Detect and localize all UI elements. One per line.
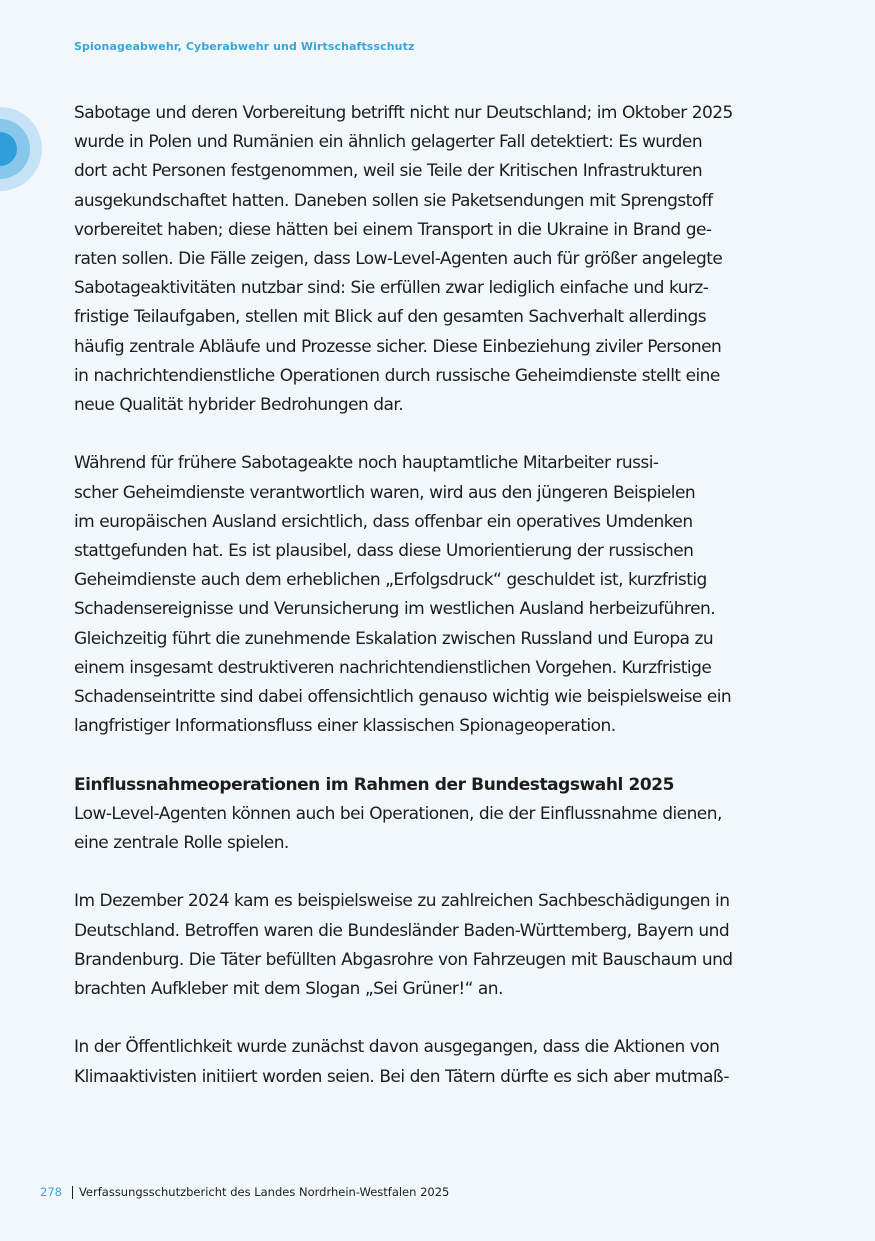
text-line: Klimaaktivisten initiiert worden seien. Bei den Tätern dürfte es sich aber mutmaß- <box>74 1066 729 1087</box>
text-line: stattgefunden hat. Es ist plausibel, dass diese Umorientierung der russischen <box>74 541 694 562</box>
paragraph-sabotage <box>74 99 802 420</box>
section-heading: Einflussnahmeoperationen im Rahmen der Bundestagswahl 2025 <box>74 774 675 795</box>
text-line: in nachrichtendienstliche Operationen durch russische Geheimdienste stellt eine <box>74 365 720 386</box>
paragraph-einflussnahme <box>74 800 802 858</box>
paragraph-spacer <box>74 858 802 887</box>
text-line: Schadenseintritte sind dabei offensichtlich genauso wichtig wie beispielsweise ein <box>74 687 732 708</box>
text-line: Gleichzeitig führt die zunehmende Eskalation zwischen Russland und Europa zu <box>74 628 714 649</box>
paragraph-oeffentlichkeit <box>74 1033 802 1091</box>
text-line: Geheimdienste auch dem erheblichen „Erfolgsdruck“ geschuldet ist, kurzfristig <box>74 570 707 591</box>
running-header: Spionageabwehr, Cyberabwehr und Wirtschaftsschutz <box>74 40 415 53</box>
paragraph-spacer <box>74 1004 802 1033</box>
page-number: 278 <box>40 1185 62 1199</box>
text-line: Schadensereignisse und Verunsicherung im westlichen Ausland herbeizuführen. <box>74 599 716 620</box>
text-line: scher Geheimdienste verantwortlich waren, wird aus den jüngeren Beispielen <box>74 482 696 503</box>
text-line: neue Qualität hybrider Bedrohungen dar. <box>74 395 404 416</box>
text-line: langfristiger Informationsfluss einer klassischen Spionageoperation. <box>74 716 616 737</box>
text-line: In der Öffentlichkeit wurde zunächst davon ausgegangen, dass die Aktionen von <box>74 1037 720 1058</box>
text-line: fristige Teilaufgaben, stellen mit Blick auf den gesamten Sachverhalt allerdings <box>74 307 707 328</box>
main-content <box>74 99 802 1092</box>
text-line: wurde in Polen und Rumänien ein ähnlich gelagerter Fall detektiert: Es wurden <box>74 132 703 153</box>
decorative-circles-icon <box>0 100 48 200</box>
paragraph-spacer <box>74 420 802 449</box>
footer-divider <box>72 1186 73 1199</box>
text-line: häufig zentrale Abläufe und Prozesse sicher. Diese Einbeziehung ziviler Personen <box>74 336 722 357</box>
text-line: Sabotageaktivitäten nutzbar sind: Sie erfüllen zwar lediglich einfache und kurz- <box>74 278 709 299</box>
text-line: dort acht Personen festgenommen, weil sie Teile der Kritischen Infrastrukturen <box>74 161 703 182</box>
publication-title: Verfassungsschutzbericht des Landes Nordrhein-Westfalen 2025 <box>78 1185 450 1199</box>
text-line: Während für frühere Sabotageakte noch hauptamtliche Mitarbeiter russi- <box>74 453 659 474</box>
text-line: Deutschland. Betroffen waren die Bundesländer Baden-Württemberg, Bayern und <box>74 920 730 941</box>
paragraph-sachbeschaedigungen <box>74 887 802 1004</box>
text-line: im europäischen Ausland ersichtlich, dass offenbar ein operatives Umdenken <box>74 511 693 532</box>
text-line: Brandenburg. Die Täter befüllten Abgasrohre von Fahrzeugen mit Bauschaum und <box>74 949 733 970</box>
page-footer <box>40 1185 449 1199</box>
text-line: raten sollen. Die Fälle zeigen, dass Low-Level-Agenten auch für größer angelegte <box>74 249 723 270</box>
text-line: brachten Aufkleber mit dem Slogan „Sei Grüner!“ an. <box>74 979 503 1000</box>
text-line: Low-Level-Agenten können auch bei Operationen, die der Einflussnahme dienen, <box>74 803 722 824</box>
text-line: ausgekundschaftet hatten. Daneben sollen sie Paketsendungen mit Sprengstoff <box>74 190 713 211</box>
text-line: eine zentrale Rolle spielen. <box>74 833 289 854</box>
text-line: Im Dezember 2024 kam es beispielsweise zu zahlreichen Sachbeschädigungen in <box>74 891 730 912</box>
paragraph-spacer <box>74 741 802 770</box>
text-line: vorbereitet haben; diese hätten bei einem Transport in die Ukraine in Brand ge- <box>74 219 712 240</box>
text-line: einem insgesamt destruktiveren nachrichtendienstlichen Vorgehen. Kurzfristige <box>74 657 712 678</box>
paragraph-umdenken <box>74 449 802 741</box>
text-line: Sabotage und deren Vorbereitung betrifft nicht nur Deutschland; im Oktober 2025 <box>74 103 733 123</box>
